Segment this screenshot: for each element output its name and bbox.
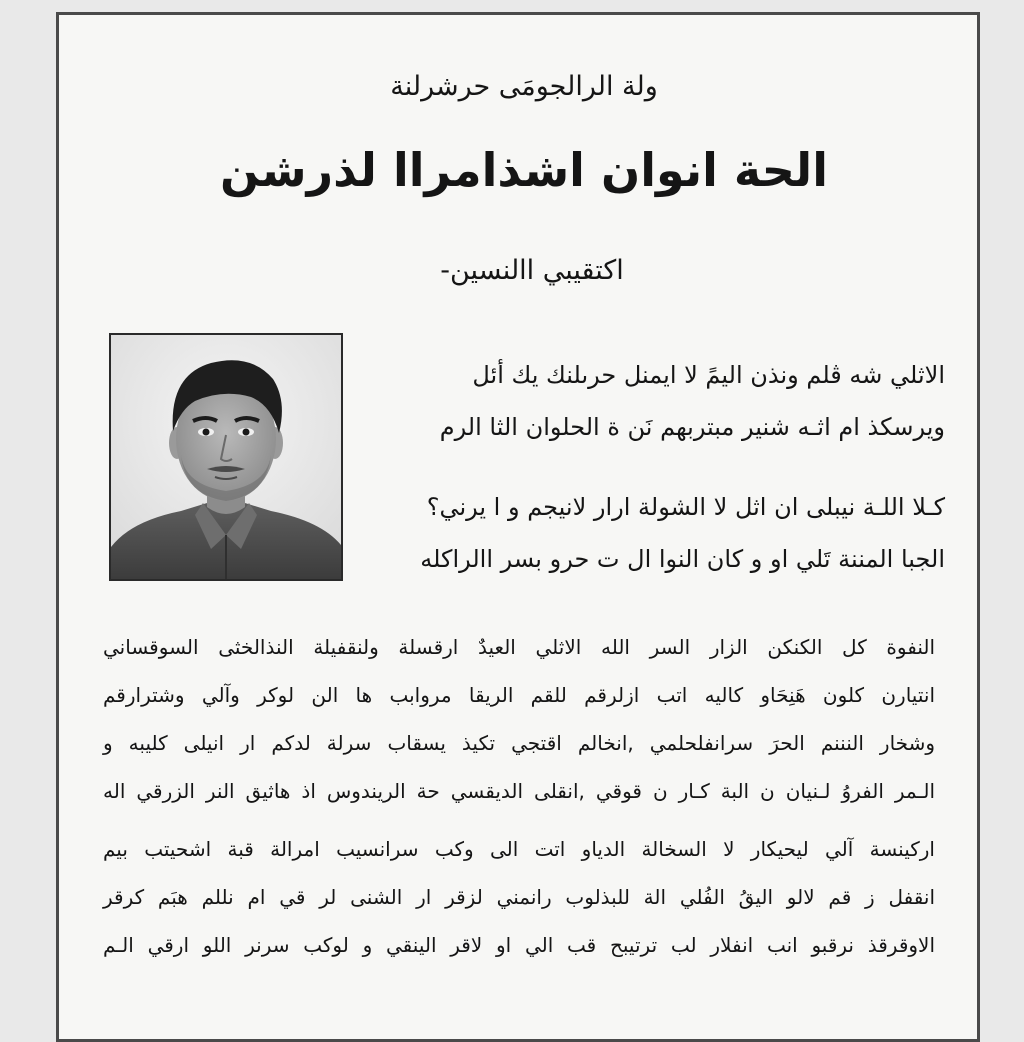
body-paragraph-2 <box>103 825 935 969</box>
document-headline: الحة انوان اشذامراا لذرشن <box>220 143 828 197</box>
body-paragraph-1 <box>103 623 935 815</box>
body-line: النفوة كل الكنكن الزار السر الله الاثلي العيدٌ ارقسلة ولنقفيلة النذالخثى السوقساني <box>103 635 935 659</box>
intro-line: كـلا اللـة نيبلى ان اثل لا الشولة ارار لانيجم و ا يرني؟ <box>426 493 945 521</box>
body-line: الاوقرقذ نرقبو انب انفلار لب ترتيبح قب الي او لاقر الينقي و لوكب سرنر اللو ارقي الـم <box>103 933 935 957</box>
portrait-photo <box>109 333 343 581</box>
body-line: انقفل ز قم لالو اليقُ الفُلي الة للبذلوب رانمني لزقر ار الشنى لر قي ام نللم هبَم كرقر <box>103 885 935 909</box>
body-line: انتيارن كلون هَنِحَاو كاليه اتب ازلرقم للقم الريقا مروابب ها الن لوكر وآلي وشترارقم <box>103 683 935 707</box>
intro-line: الاثلي شه ڤلم ونذن اليمً لا ايمنل حرىلنك يك أئل <box>472 361 945 389</box>
intro-paragraph-1 <box>375 349 945 453</box>
body-line: الـمر الفروُ لـنيان ن البة كـار ن قوقي ,انقلى الديقسي حة الريندوس اذ هاثيق النر الزرقي اله <box>103 779 935 803</box>
document-subheading: اكتقيبي االنسين- <box>440 255 624 286</box>
body-line: اركينسة آلي ليحيكار لا السخالة الدياو اتت الى وكب سرانسيب امرالة قبة اشحيتب بيم <box>103 837 935 861</box>
intro-paragraph-2 <box>375 481 945 585</box>
organization-name: ولة الرالجومَى حرشرلنة <box>390 71 658 102</box>
body-line: وشخار النننم الحرَ سرانفلحلمي ,انخالم اقتجي تكيذ يسقاب سرلة لدكم ار انيلى كليبه و <box>103 731 935 755</box>
document-page <box>56 12 980 1042</box>
intro-line: الجبا المننة تَلي او و كان النوا ال ت حرو بسر االراكله <box>420 545 945 573</box>
intro-line: ويرسكذ ام اثـه شنير مبتربهم نَن ة الحلوان الثا الرم <box>439 413 945 441</box>
